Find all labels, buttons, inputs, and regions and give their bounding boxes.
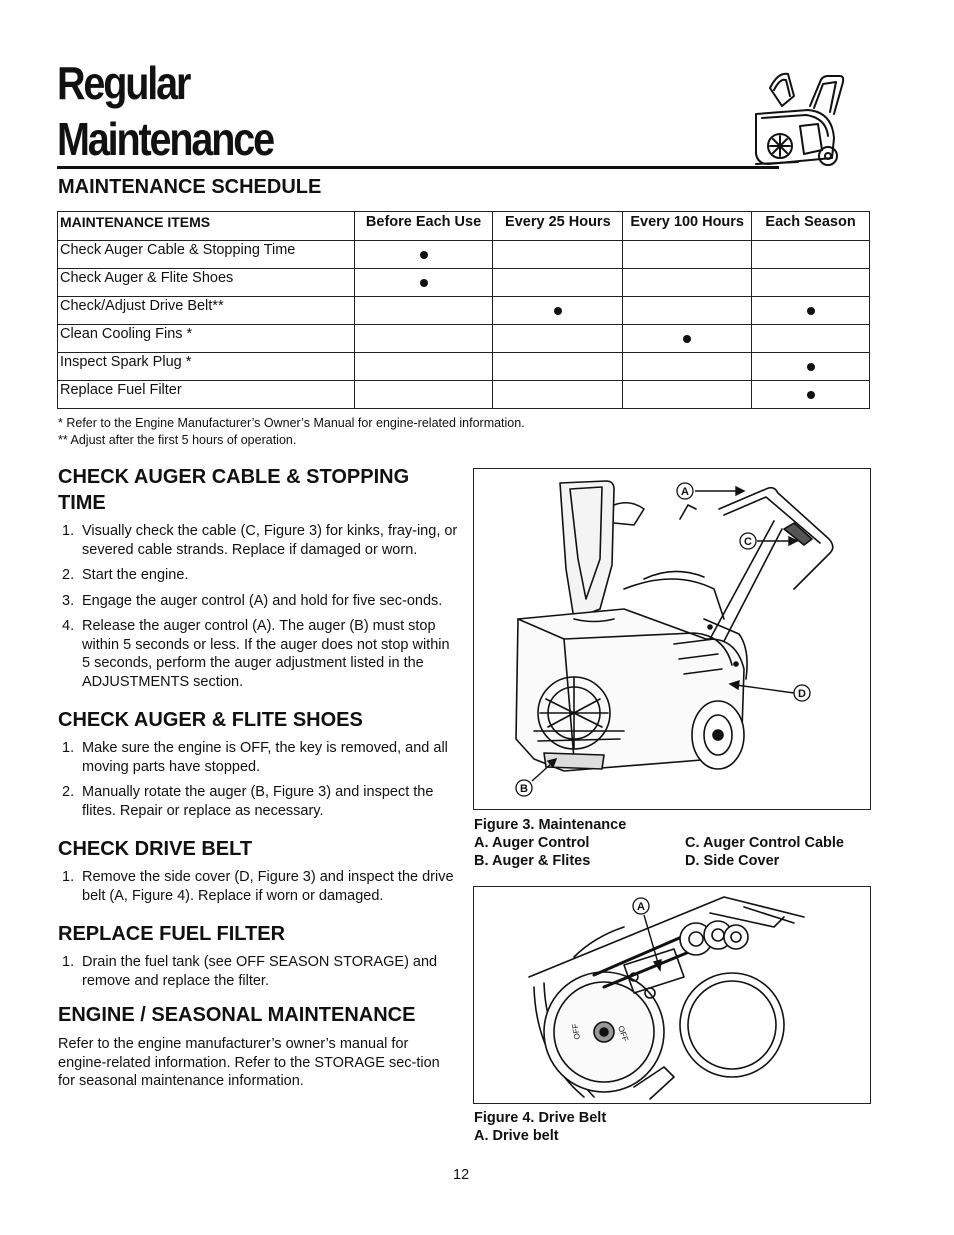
figure-4-drive-belt [473, 886, 871, 1104]
bullet-mark-icon [807, 391, 815, 399]
figure-3-legend-d: D. Side Cover [685, 853, 780, 869]
table-row [58, 269, 870, 297]
schedule-cell [354, 297, 493, 325]
schedule-cell [752, 269, 870, 297]
step-text: Manually rotate the auger (B, Figure 3) and inspect the flites. Repair or replace as necessary. [82, 784, 434, 819]
maintenance-item: Check/Adjust Drive Belt** [58, 297, 355, 325]
list-item [58, 617, 458, 691]
step-text: Engage the auger control (A) and hold for five sec-onds. [82, 592, 443, 609]
list-item [58, 953, 458, 990]
bullet-mark-icon [807, 307, 815, 315]
schedule-cell [623, 325, 752, 353]
table-row [58, 353, 870, 381]
steps-drive-belt [58, 868, 458, 905]
schedule-cell [623, 297, 752, 325]
schedule-heading: MAINTENANCE SCHEDULE [58, 176, 322, 198]
maintenance-item: Inspect Spark Plug * [58, 353, 355, 381]
schedule-cell [354, 241, 493, 269]
column-header: Each Season [752, 212, 870, 241]
step-number: 2. [62, 567, 75, 583]
page-number: 12 [453, 1167, 470, 1183]
schedule-cell [752, 297, 870, 325]
figure-4-caption: Figure 4. Drive Belt [474, 1110, 607, 1126]
section-heading-engine: ENGINE / SEASONAL MAINTENANCE [58, 1004, 416, 1026]
snow-thrower-icon [748, 66, 848, 170]
schedule-footnotes [58, 415, 525, 449]
schedule-cell [493, 381, 623, 409]
bullet-mark-icon [554, 307, 562, 315]
table-header-row [58, 212, 870, 241]
step-number: 3. [62, 592, 75, 609]
bullet-mark-icon [683, 335, 691, 343]
bullet-mark-icon [807, 363, 815, 371]
step-number: 1. [62, 869, 75, 885]
maintenance-item: Check Auger & Flite Shoes [58, 269, 355, 297]
table-row [58, 297, 870, 325]
column-header: Every 25 Hours [493, 212, 623, 241]
table-row [58, 241, 870, 269]
list-item [58, 739, 458, 776]
title-rule [57, 166, 779, 169]
schedule-cell [623, 353, 752, 381]
maintenance-item: Check Auger Cable & Stopping Time [58, 241, 355, 269]
step-number: 2. [62, 784, 75, 800]
step-text: Visually check the cable (C, Figure 3) for kinks, fray-ing, or severed cable strands. Replace if damaged or worn. [82, 523, 458, 558]
schedule-cell [493, 297, 623, 325]
schedule-cell [354, 325, 493, 353]
step-text: Start the engine. [82, 567, 189, 583]
bullet-mark-icon [420, 251, 428, 259]
step-number: 1. [62, 523, 75, 539]
pulley-text: OFF [616, 1024, 631, 1043]
schedule-cell [623, 381, 752, 409]
page-title-line1: Regular [57, 57, 190, 109]
table-row [58, 381, 870, 409]
schedule-cell [752, 241, 870, 269]
callout-b: B [520, 783, 528, 795]
schedule-cell [493, 353, 623, 381]
section-heading-drive-belt: CHECK DRIVE BELT [58, 838, 253, 860]
steps-auger-cable [58, 522, 458, 691]
list-item [58, 566, 458, 585]
maintenance-schedule-table [57, 211, 870, 409]
schedule-cell [493, 269, 623, 297]
engine-paragraph: Refer to the engine manufacturer’s owner’s manual for engine-related information. Refer to the STORAGE sec-tion for seasonal maintenance information. [58, 1036, 440, 1089]
figure-3-maintenance [473, 468, 871, 810]
step-text: Release the auger control (A). The auger (B) must stop within 5 seconds or less. If the auger does not stop within 5 seconds, perform the auger adjustment listed in the ADJUSTMENTS section. [82, 618, 450, 690]
list-item [58, 592, 458, 611]
page-title-line2: Maintenance [57, 113, 273, 165]
drive-belt-illustration [474, 887, 870, 1103]
instructions-column [58, 464, 458, 1091]
maintenance-item: Replace Fuel Filter [58, 381, 355, 409]
callout-a: A [637, 901, 645, 913]
schedule-cell [493, 325, 623, 353]
callout-d: D [798, 688, 806, 700]
maintenance-item: Clean Cooling Fins * [58, 325, 355, 353]
step-number: 1. [62, 740, 75, 756]
bullet-mark-icon [420, 279, 428, 287]
snow-thrower-illustration [474, 469, 870, 809]
page-title [57, 55, 273, 167]
figure-3-caption: Figure 3. Maintenance [474, 817, 627, 833]
section-heading-auger-cable: CHECK AUGER CABLE & STOPPING TIME [58, 466, 410, 514]
schedule-cell [752, 353, 870, 381]
footnote: * Refer to the Engine Manufacturer’s Owner’s Manual for engine-related information. [58, 416, 525, 430]
list-item [58, 868, 458, 905]
callout-a: A [681, 486, 689, 498]
pulley-text: OFF [570, 1022, 582, 1041]
step-text: Make sure the engine is OFF, the key is removed, and all moving parts have stopped. [82, 740, 448, 775]
schedule-cell [623, 269, 752, 297]
figure-3-legend-a: A. Auger Control [474, 835, 590, 851]
schedule-body [58, 241, 870, 409]
schedule-cell [354, 381, 493, 409]
schedule-cell [354, 353, 493, 381]
schedule-cell [354, 269, 493, 297]
schedule-cell [752, 325, 870, 353]
table-row [58, 325, 870, 353]
section-heading-auger-shoes: CHECK AUGER & FLITE SHOES [58, 709, 363, 731]
figure-3-legend-c: C. Auger Control Cable [685, 835, 844, 851]
step-text: Remove the side cover (D, Figure 3) and inspect the drive belt (A, Figure 4). Replace if worn or damaged. [82, 869, 454, 904]
step-number: 1. [62, 954, 75, 970]
section-heading-fuel-filter: REPLACE FUEL FILTER [58, 923, 286, 945]
list-item [58, 522, 458, 559]
figure-4-legend-a: A. Drive belt [474, 1128, 559, 1144]
column-header: MAINTENANCE ITEMS [58, 212, 355, 241]
steps-fuel-filter [58, 953, 458, 990]
column-header: Before Each Use [354, 212, 493, 241]
step-number: 4. [62, 618, 75, 634]
footnote: ** Adjust after the first 5 hours of operation. [58, 433, 297, 447]
list-item [58, 783, 458, 820]
callout-c: C [744, 536, 752, 548]
steps-auger-shoes [58, 739, 458, 820]
step-text: Drain the fuel tank (see OFF SEASON STORAGE) and remove and replace the filter. [82, 954, 438, 989]
figure-3-legend-b: B. Auger & Flites [474, 853, 591, 869]
schedule-cell [493, 241, 623, 269]
column-header: Every 100 Hours [623, 212, 752, 241]
schedule-cell [623, 241, 752, 269]
schedule-cell [752, 381, 870, 409]
